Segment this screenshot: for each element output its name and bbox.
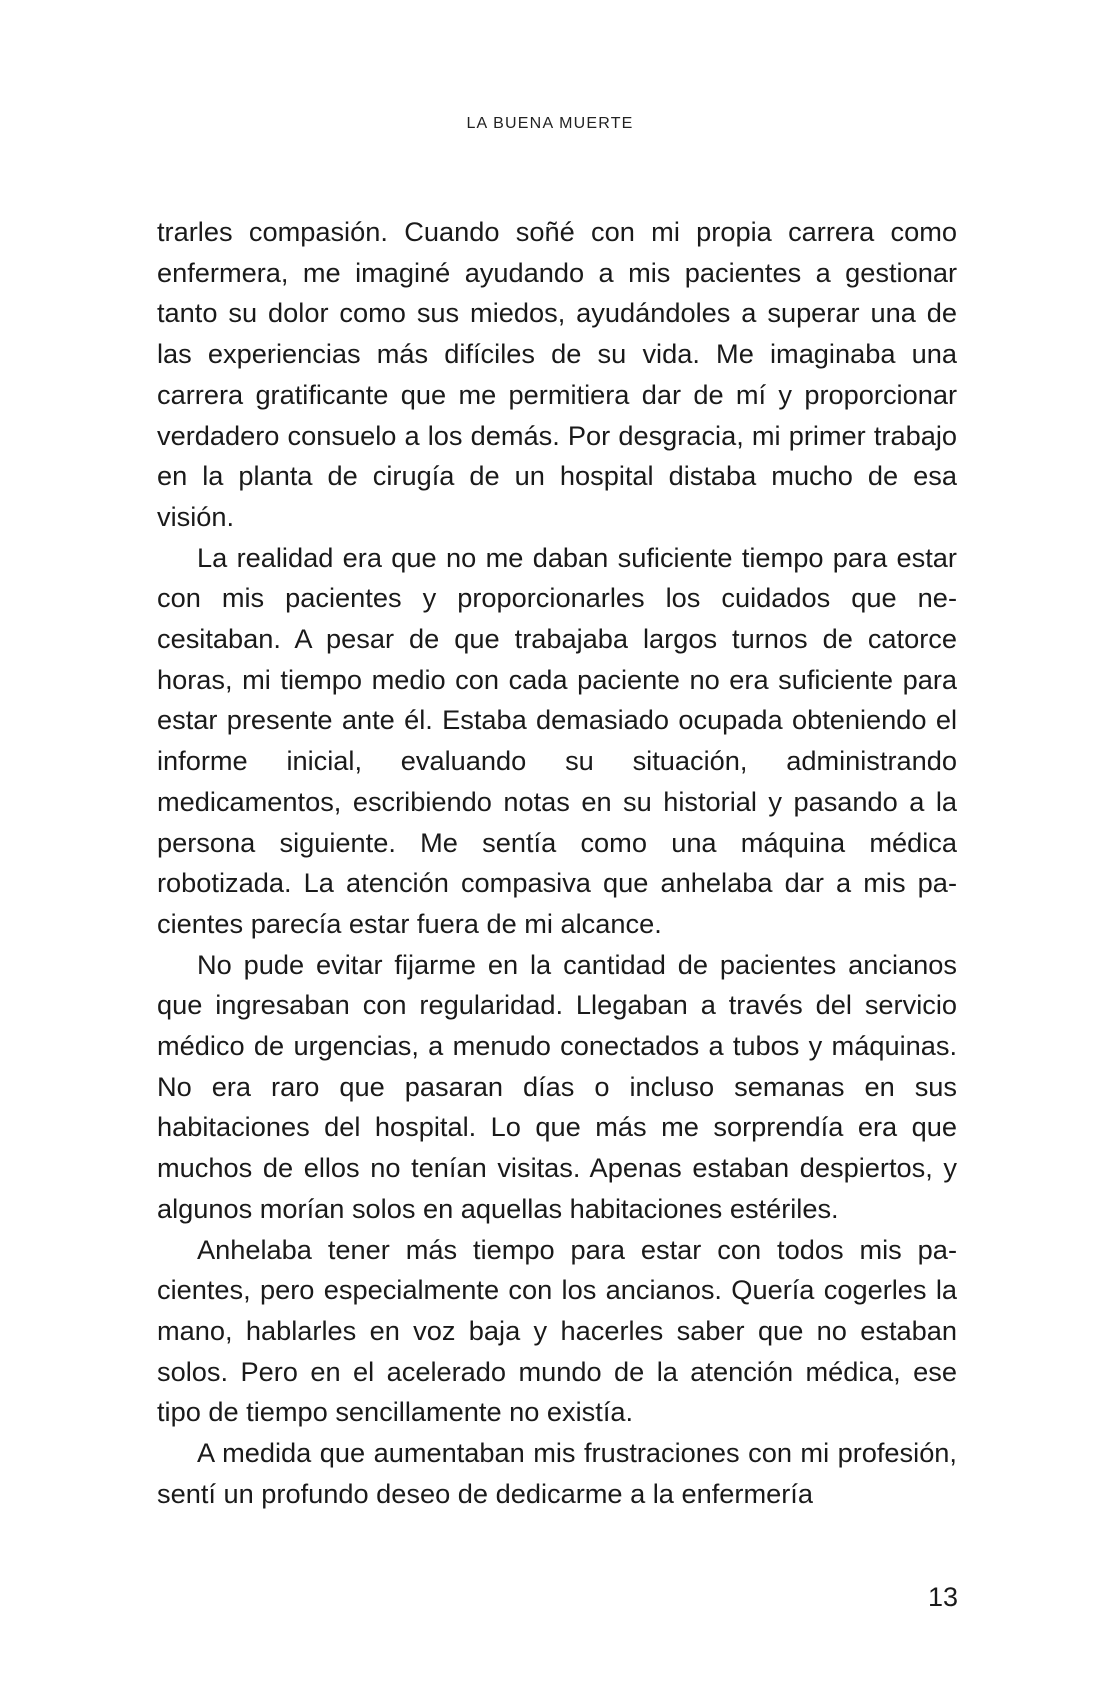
page-number: 13 [927,1582,958,1612]
body-text [157,212,957,1515]
paragraph: trarles compasión. Cuando soñé con mi propia carrera como enfermera, me imaginé ayudando a mis pacientes a gestionar tanto su dolor como sus miedos, ayudándoles a superar una de las experiencias más difíciles de su vida. Me imaginaba una carrera gratificante que me permitiera dar de mí y proporcionar verdadero consuelo a los demás. Por desgracia, mi primer trabajo en la planta de cirugía de un hospital distaba mucho de esa visión. [157,216,957,532]
paragraph: A medida que aumentaban mis frustraciones con mi profesión, sentí un profundo deseo de dedicarme a la enfermería [157,1437,957,1509]
paragraph: No pude evitar fijarme en la cantidad de pacientes ancianos que ingresaban con regularidad. Llegaban a través del servicio médico de urgencias, a menudo conectados a tubos y máquinas. No era raro que pasaran días o incluso semanas en sus habitaciones del hospital. Lo que más me sorprendía era que muchos de ellos no tenían visitas. Apenas estaban despiertos, y algunos morían solos en aquellas habitaciones estériles. [157,948,957,1224]
running-head: LA BUENA MUERTE [466,115,634,132]
paragraph: Anhelaba tener más tiempo para estar con todos mis pacientes, pero especialmente con los ancianos. Quería cogerles la mano, hablarles en voz baja y hacerles saber que no estaban solos. Pero en el acelerado mundo de la atención médica, ese tipo de tiempo sencillamente no existía. [157,1233,957,1428]
paragraph: La realidad era que no me daban suficiente tiempo para estar con mis pacientes y proporcionarles los cuidados que necesitaban. A pesar de que trabajaba largos turnos de catorce horas, mi tiempo medio con cada paciente no era suficiente para estar presente ante él. Estaba demasiado ocupada obteniendo el informe inicial, evaluando su situación, administrando medicamentos, escribiendo notas en su historial y pasando a la persona siguiente. Me sentía como una máquina médica robotizada. La atención compasiva que anhelaba dar a mis pacientes parecía estar fuera de mi alcance. [157,541,957,939]
